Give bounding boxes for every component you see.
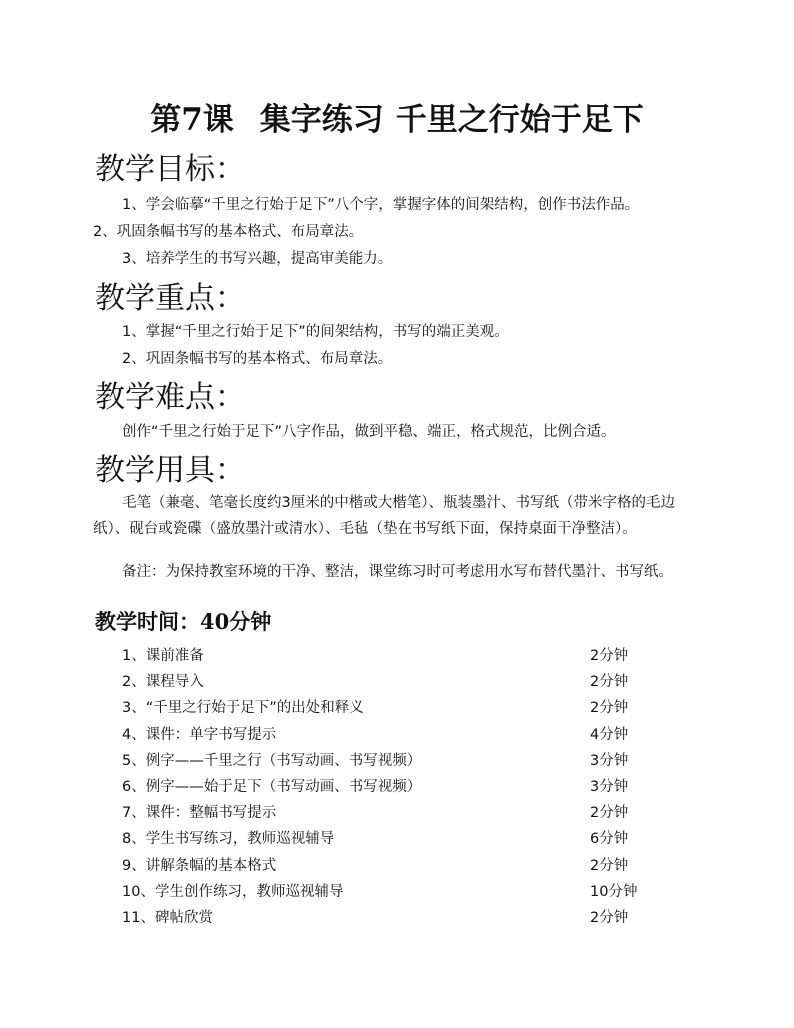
objective-item-2: 2、巩固条幅书写的基本格式、布局章法。 [93, 224, 364, 240]
objectives-heading: 教学目标： [95, 152, 245, 187]
key-points-heading: 教学重点： [95, 281, 245, 316]
objective-item-3: 3、培养学生的书写兴趣，提高审美能力。 [122, 251, 393, 267]
schedule-row [0, 643, 794, 669]
schedule-step: 4、课件：单字书写提示 [122, 726, 277, 743]
schedule-row [0, 774, 794, 800]
schedule-duration: 2分钟 [590, 805, 629, 822]
schedule-row [0, 853, 794, 879]
schedule-step: 11、碑帖欣赏 [122, 910, 213, 926]
schedule-row [0, 800, 794, 826]
time-heading: 教学时间：40分钟 [95, 609, 272, 634]
difficulties-heading: 教学难点： [95, 380, 245, 415]
schedule-step: 2、课程导入 [122, 674, 204, 691]
schedule-step: 8、学生书写练习，教师巡视辅导 [122, 831, 335, 848]
schedule-duration: 3分钟 [590, 779, 629, 795]
schedule-duration: 6分钟 [590, 831, 629, 848]
schedule-step: 5、例字——千里之行（书写动画、书写视频） [122, 752, 422, 769]
schedule-step: 9、讲解条幅的基本格式 [122, 857, 277, 874]
schedule-step: 6、例字——始于足下（书写动画、书写视频） [122, 779, 422, 795]
schedule-row [0, 695, 794, 721]
schedule-step: 10、学生创作练习，教师巡视辅导 [122, 883, 344, 900]
schedule-duration: 10分钟 [590, 883, 638, 900]
lesson-subtitle: 千里之行始于足下 [395, 102, 644, 138]
key-point-item-1: 1、掌握“千里之行始于足下”的间架结构，书写的端正美观。 [122, 324, 509, 340]
schedule-step: 7、课件：整幅书写提示 [122, 805, 277, 822]
schedule-row [0, 826, 794, 852]
difficulties-text: 创作“千里之行始于足下”八字作品，做到平稳、端正，格式规范，比例合适。 [122, 424, 616, 440]
schedule-duration: 2分钟 [590, 674, 629, 691]
schedule-row [0, 905, 794, 931]
schedule-step: 3、“千里之行始于足下”的出处和释义 [122, 700, 364, 717]
lesson-topic: 集字练习 [259, 102, 384, 138]
schedule-duration: 4分钟 [590, 726, 629, 743]
schedule-duration: 2分钟 [590, 700, 629, 717]
lesson-title [0, 100, 794, 140]
objective-item-1: 1、学会临摹“千里之行始于足下”八个字，掌握字体的间架结构，创作书法作品。 [122, 197, 640, 213]
schedule-step: 1、课前准备 [122, 648, 204, 664]
tools-note: 备注：为保持教室环境的干净、整洁，课堂练习时可考虑用水写布替代墨汁、书写纸。 [122, 564, 673, 580]
schedule-duration: 2分钟 [590, 857, 629, 874]
tools-heading: 教学用具： [95, 453, 245, 488]
schedule-duration: 2分钟 [590, 648, 629, 664]
tools-text: 毛笔（兼毫、笔毫长度约3厘米的中楷或大楷笔）、瓶装墨汁、书写纸（带米字格的毛边纸）、砚台或瓷碟（盛放墨汁或清水）、毛毡（垫在书写纸下面，保持桌面干净整洁）。 [93, 495, 675, 537]
key-point-item-2: 2、巩固条幅书写的基本格式、布局章法。 [122, 351, 393, 367]
schedule-row [0, 748, 794, 774]
schedule-row [0, 669, 794, 695]
schedule-duration: 2分钟 [590, 910, 629, 926]
schedule-row [0, 722, 794, 748]
schedule-duration: 3分钟 [590, 752, 629, 769]
schedule-row [0, 879, 794, 905]
lesson-number: 第7课 [150, 102, 234, 138]
